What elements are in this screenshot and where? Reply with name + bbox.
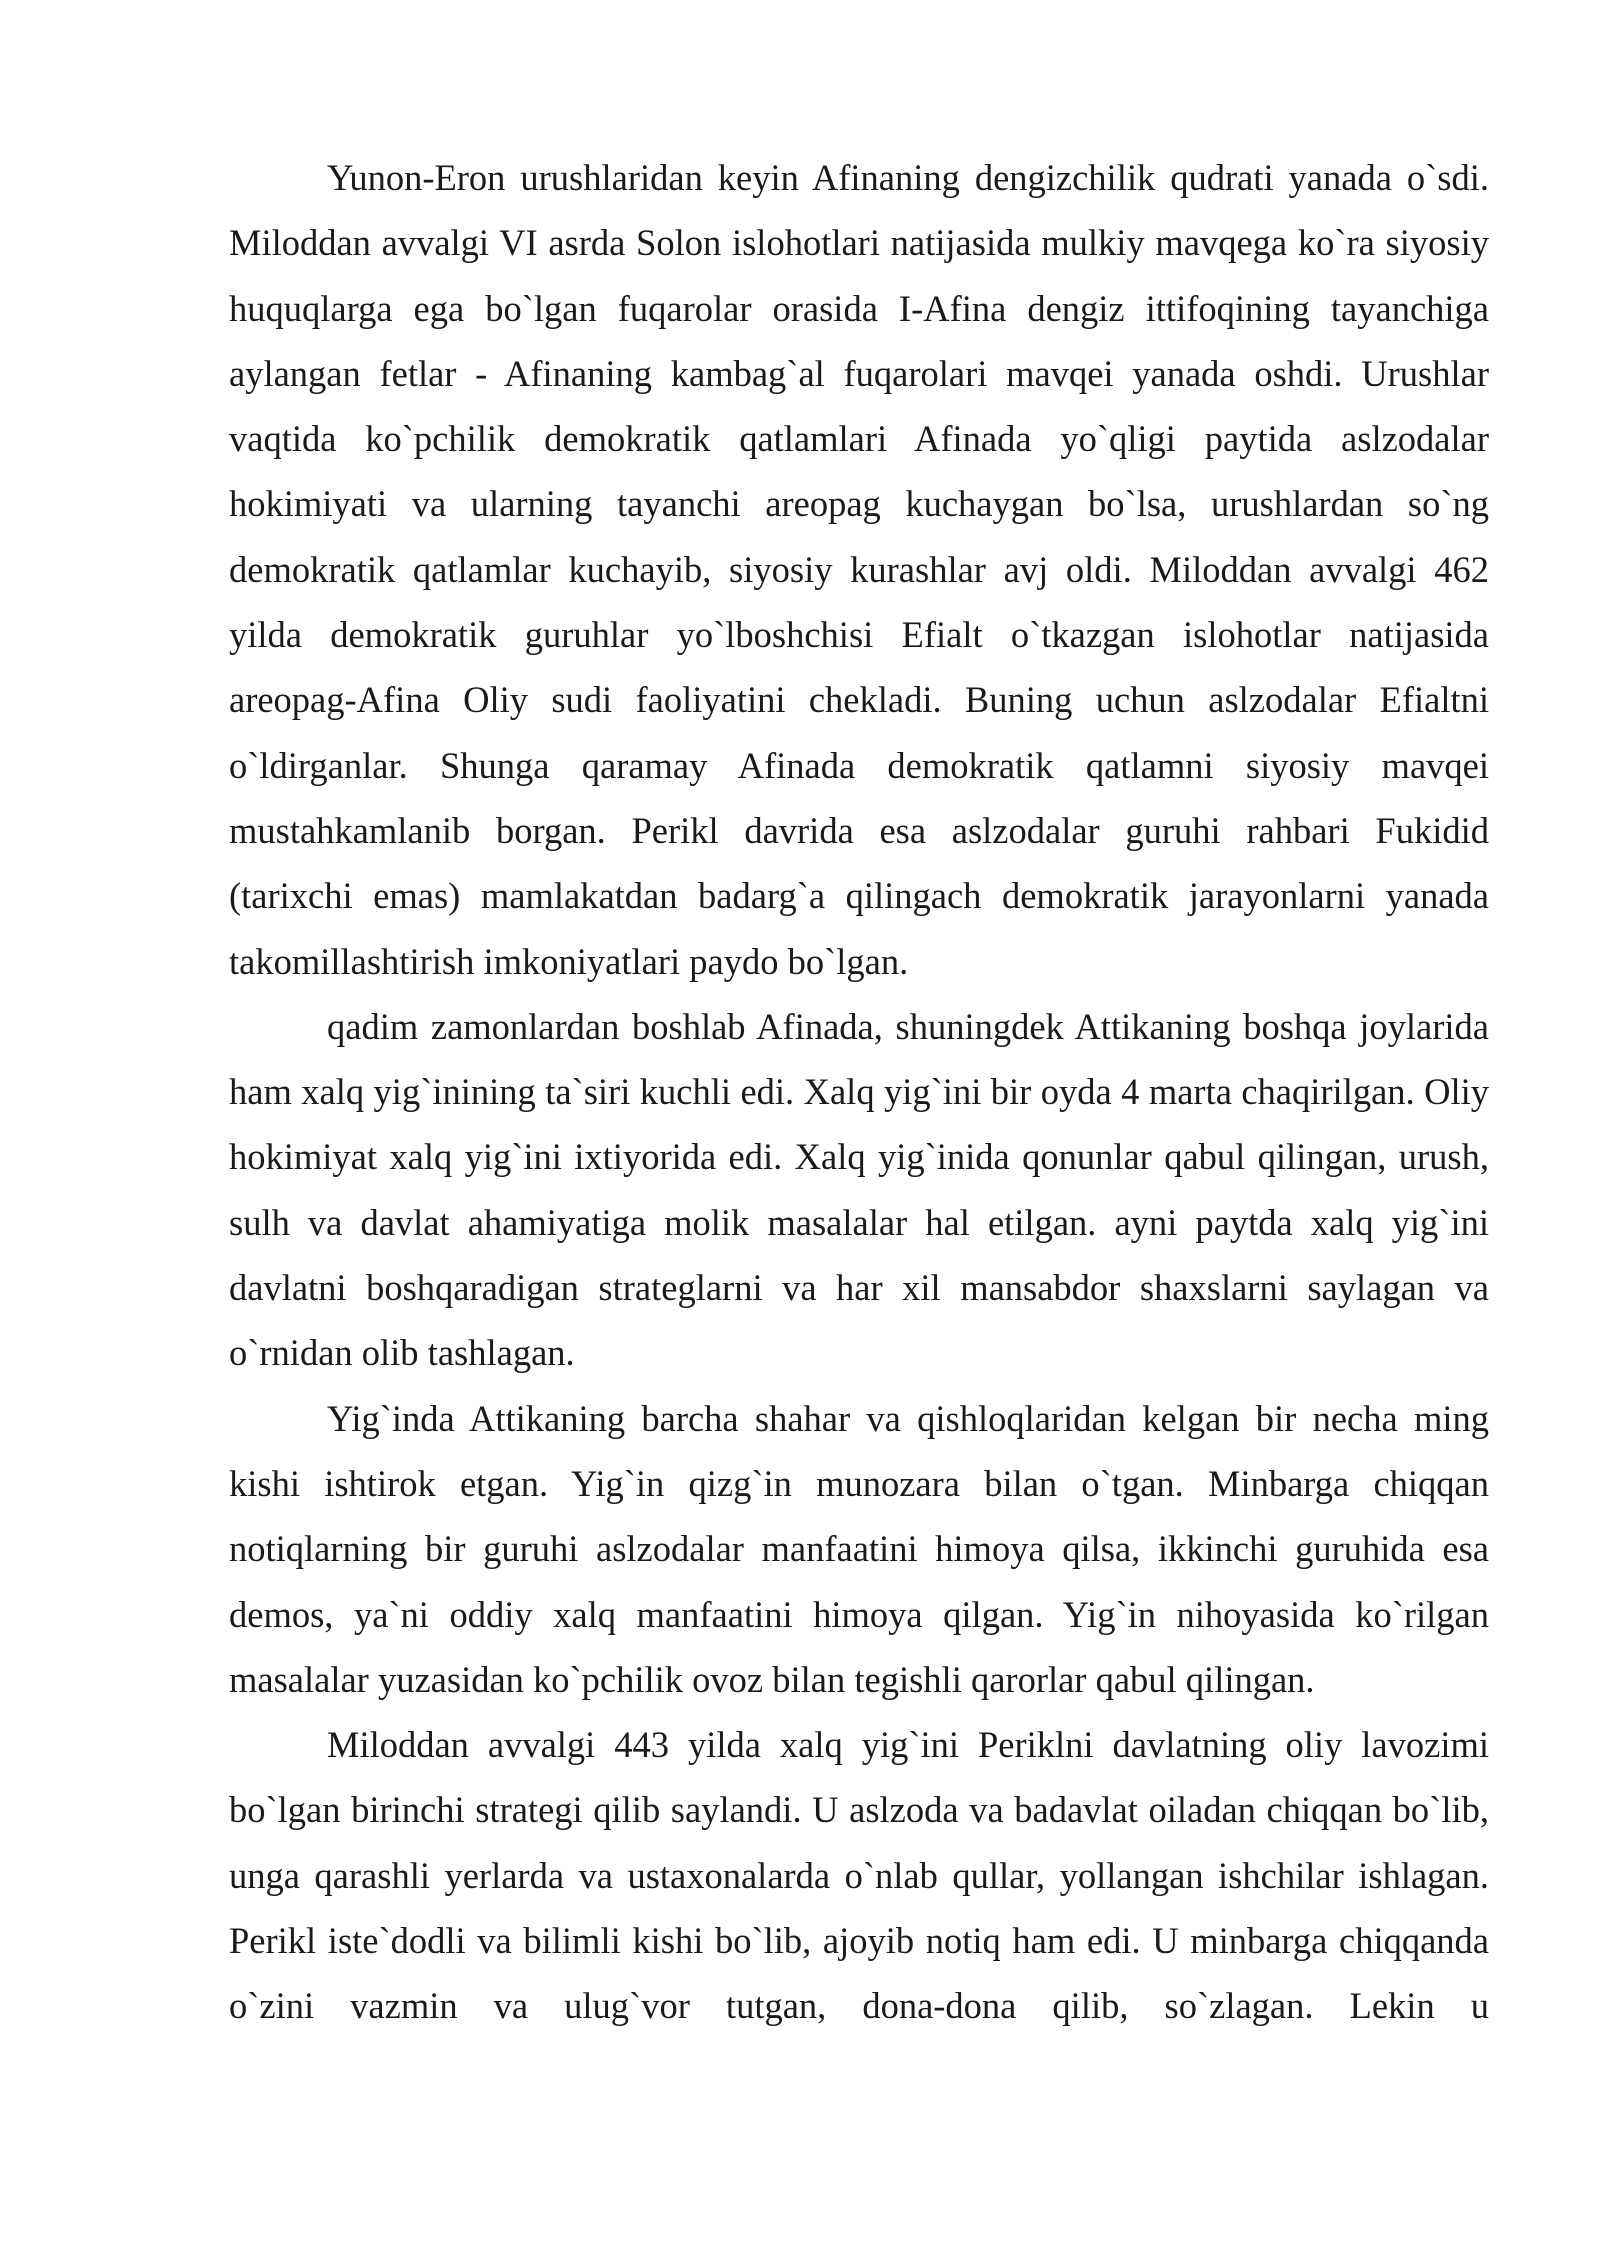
paragraph-2: qadim zamonlardan boshlab Afinada, shuningdek Attikaning boshqa joylarida ham xalq yig`inining ta`siri kuchli edi. Xalq yig`ini bir oyda 4 marta chaqirilgan. Oliy hokimiyat xalq yig`ini ixtiyorida edi. Xalq yig`inida qonunlar qabul qilingan, urush, sulh va davlat ahamiyatiga molik masalalar hal etilgan. ayni paytda xalq yig`ini davlatni boshqaradigan strateglarni va har xil mansabdor shaxslarni saylagan va o`rnidan olib tashlagan. xyxy=(229,1005,1489,1374)
paragraph-4: Miloddan avvalgi 443 yilda xalq yig`ini Periklni davlatning oliy lavozimi bo`lgan birinchi strategi qilib saylandi. U aslzoda va badavlat oiladan chiqqan bo`lib, unga qarashli yerlarda va ustaxonalarda o`nlab qullar, yollangan ishchilar ishlagan. Perikl iste`dodli va bilimli kishi bo`lib, ajoyib notiq ham edi. U minbarga chiqqanda o`zini vazmin va ulug`vor tutgan, dona-dona qilib, so`zlagan. Lekin u xyxy=(229,1724,1489,2027)
paragraph-3: Yig`inda Attikaning barcha shahar va qishloqlaridan kelgan bir necha ming kishi ishtirok etgan. Yig`in qizg`in munozara bilan o`tgan. Minbarga chiqqan notiqlarning bir guruhi aslzodalar manfaatini himoya qilsa, ikkinchi guruhida esa demos, ya`ni oddiy xalq manfaatini himoya qilgan. Yig`in nihoyasida ko`rilgan masalalar yuzasidan ko`pchilik ovoz bilan tegishli qarorlar qabul qilingan. xyxy=(229,1397,1489,1700)
paragraph-1: Yunon-Eron urushlaridan keyin Afinaning dengizchilik qudrati yanada o`sdi. Miloddan avvalgi VI asrda Solon islohotlari natijasida mulkiy mavqega ko`ra siyosiy huquqlarga ega bo`lgan fuqarolar orasida I-Afina dengiz ittifoqining tayanchiga aylangan fetlar - Afinaning kambag`al fuqarolari mavqei yanada oshdi. Urushlar vaqtida ko`pchilik demokratik qatlamlari Afinada yo`qligi paytida aslzodalar hokimiyati va ularning tayanchi areopag kuchaygan bo`lsa, urushlardan so`ng demokratik qatlamlar kuchayib, siyosiy kurashlar avj oldi. Miloddan avvalgi 462 yilda demokratik guruhlar yo`lboshchisi Efialt o`tkazgan islohotlar natijasida areopag-Afina Oliy sudi faoliyatini chekladi. Buning uchun aslzodalar Efialtni o`ldirganlar. Shunga qaramay Afinada demokratik qatlamni siyosiy mavqei mustahkamlanib borgan. Perikl davrida esa aslzodalar guruhi rahbari Fukidid (tarixchi emas) mamlakatdan badarg`a qilingach demokratik jarayonlarni yanada takomillashtirish imkoniyatlari paydo bo`lgan. xyxy=(229,157,1489,982)
document-body xyxy=(229,145,1489,2039)
